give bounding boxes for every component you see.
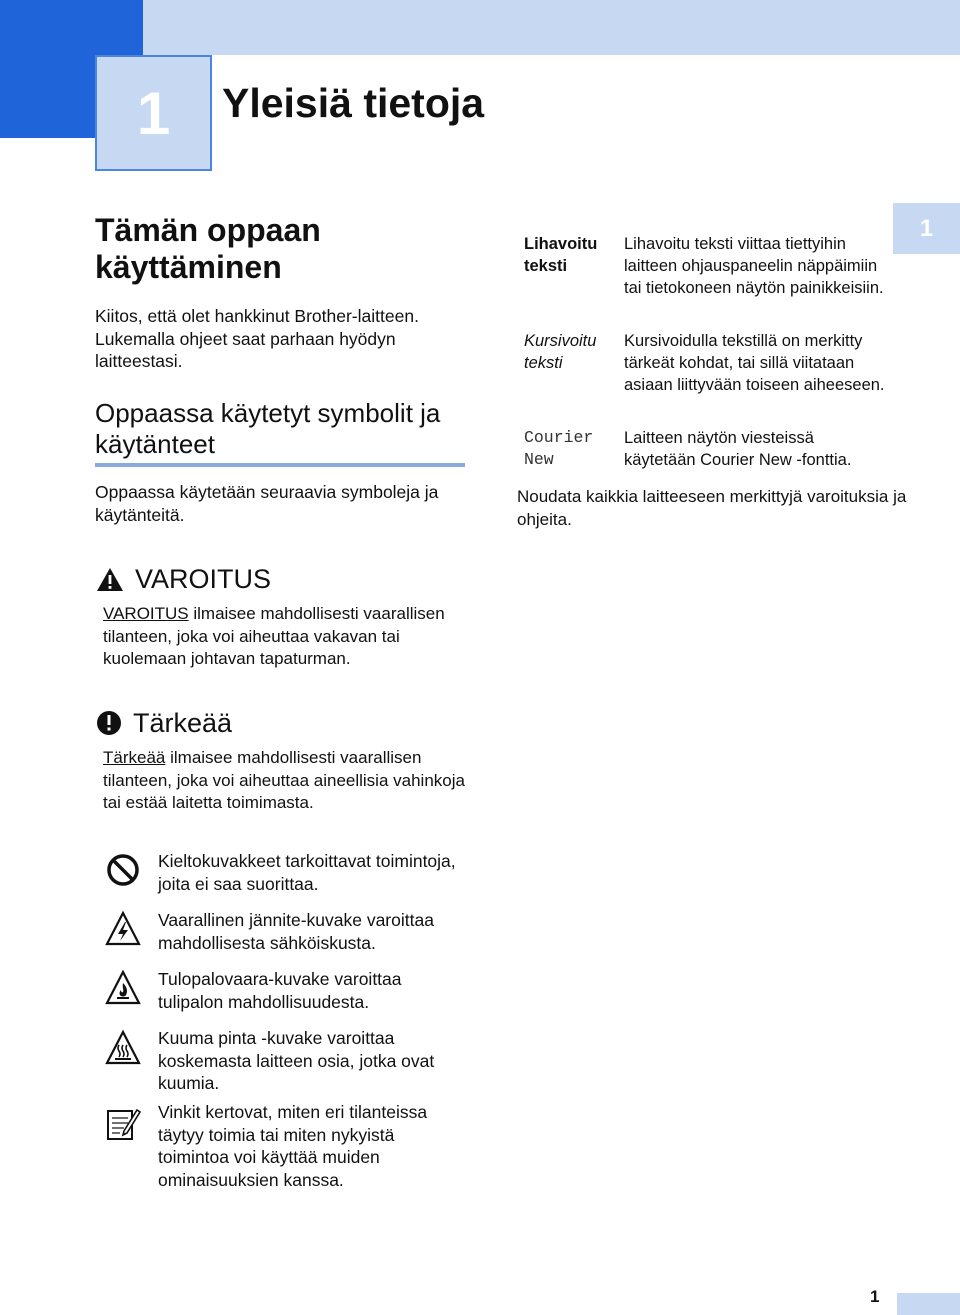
important-exclamation-icon bbox=[95, 709, 123, 737]
convention-definition-bold: Lihavoitu teksti viittaa tiettyihin laitteen ohjauspaneelin näppäimiin tai tietokoneen näytön painikkeisiin. bbox=[624, 235, 884, 297]
fire-hazard-icon bbox=[104, 969, 142, 1007]
warning-body bbox=[103, 603, 473, 671]
header-light-band bbox=[143, 0, 960, 55]
chapter-number: 1 bbox=[136, 79, 171, 147]
convention-term-bold: Lihavoitu teksti bbox=[524, 235, 598, 275]
important-keyword: Tärkeää bbox=[103, 748, 166, 767]
icon-item-electrical: Vaarallinen jännite-kuvake varoittaa mahdollisesta sähköiskusta. bbox=[158, 910, 434, 953]
page-number-bar bbox=[897, 1293, 960, 1315]
warning-title: VAROITUS bbox=[135, 564, 272, 594]
section-intro: Kiitos, että olet hankkinut Brother-laitteen. Lukemalla ohjeet saat parhaan hyödyn laitteestasi. bbox=[95, 306, 419, 371]
icon-item-hot-surface: Kuuma pinta -kuvake varoittaa koskemasta laitteen osia, jotka ovat kuumia. bbox=[158, 1028, 435, 1093]
hot-surface-icon bbox=[104, 1029, 142, 1067]
symbols-title: Oppaassa käytetyt symbolit ja käytänteet bbox=[95, 398, 441, 459]
convention-definition-italic: Kursivoidulla tekstillä on merkitty tärkeät kohdat, tai sillä viitataan asiaan liittyvään toiseen aiheeseen. bbox=[624, 332, 885, 394]
prohibition-icon bbox=[104, 851, 142, 889]
section-title: Tämän oppaan käyttäminen bbox=[95, 212, 321, 285]
warning-heading bbox=[95, 563, 271, 595]
note-icon bbox=[104, 1105, 142, 1143]
warning-text: ilmaisee mahdollisesti vaarallisen tilanteen, joka voi aiheuttaa vakavan tai kuolemaan johtavan tapaturman. bbox=[103, 604, 445, 668]
important-title: Tärkeää bbox=[133, 708, 233, 738]
warning-triangle-icon bbox=[95, 566, 125, 593]
side-tab-label: 1 bbox=[919, 214, 934, 242]
chapter-side-tab bbox=[893, 203, 960, 254]
symbols-title-rule bbox=[95, 463, 465, 467]
important-text: ilmaisee mahdollisesti vaarallisen tilanteen, joka voi aiheuttaa aineellisia vahinkoja tai estää laitetta toimimasta. bbox=[103, 748, 465, 812]
follow-instructions-note: Noudata kaikkia laitteeseen merkittyjä varoituksia ja ohjeita. bbox=[517, 487, 907, 529]
convention-definition-courier: Laitteen näytön viesteissä käytetään Courier New -fonttia. bbox=[624, 429, 852, 469]
convention-term-italic: Kursivoitu teksti bbox=[524, 332, 597, 372]
electrical-hazard-icon bbox=[104, 910, 142, 948]
icon-item-fire: Tulopalovaara-kuvake varoittaa tulipalon mahdollisuudesta. bbox=[158, 969, 402, 1012]
chapter-number-box bbox=[95, 55, 212, 171]
important-heading bbox=[95, 707, 232, 739]
icon-item-prohibition: Kieltokuvakkeet tarkoittavat toimintoja, joita ei saa suorittaa. bbox=[158, 851, 456, 894]
chapter-title: Yleisiä tietoja bbox=[222, 80, 485, 126]
important-body bbox=[103, 747, 473, 815]
page-number: 1 bbox=[870, 1287, 880, 1306]
warning-keyword: VAROITUS bbox=[103, 604, 189, 623]
convention-term-courier: Courier New bbox=[524, 428, 594, 469]
symbols-description: Oppaassa käytetään seuraavia symboleja ja käytänteitä. bbox=[95, 482, 439, 525]
icon-item-note: Vinkit kertovat, miten eri tilanteissa täytyy toimia tai miten nykyistä toimintoa voi käyttää muiden ominaisuuksien kanssa. bbox=[158, 1102, 428, 1190]
